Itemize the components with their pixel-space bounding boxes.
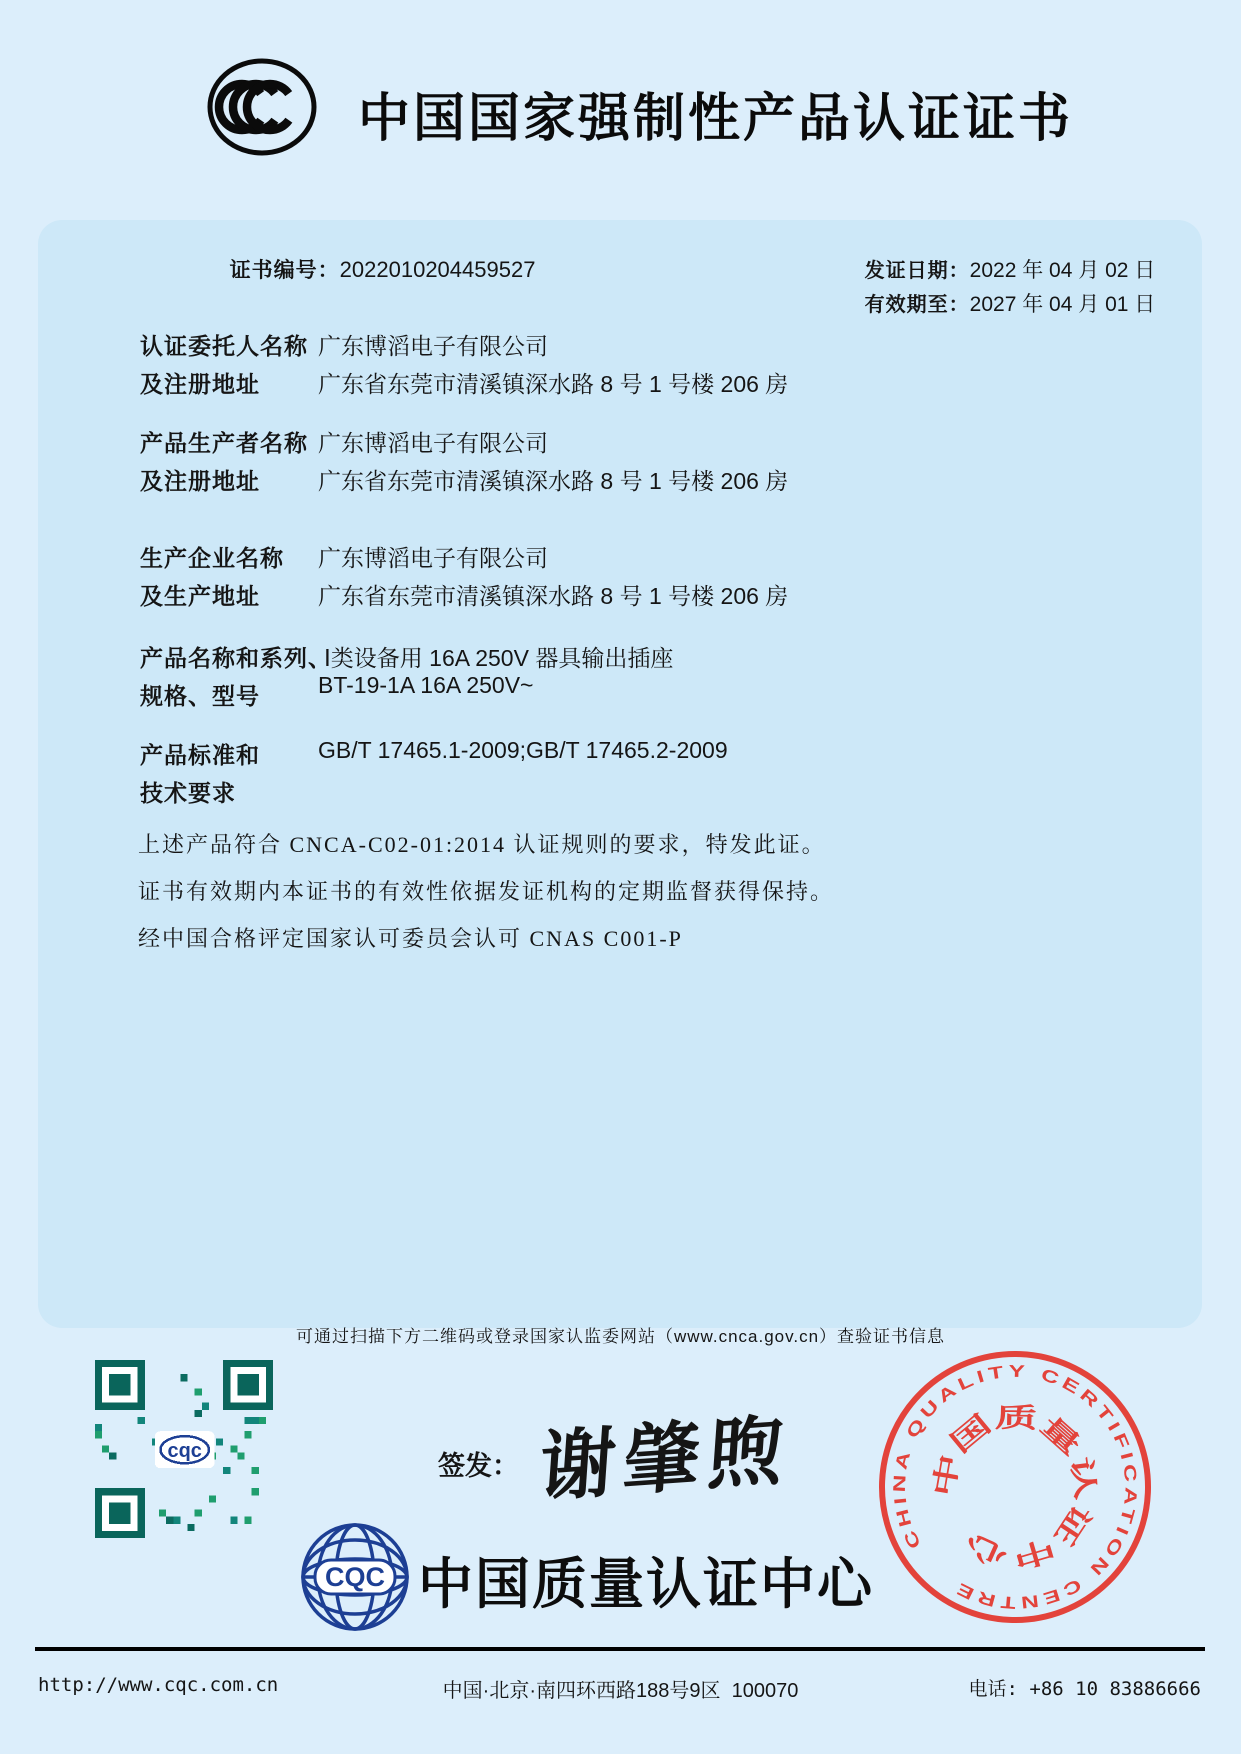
issue-date-value: 2022 年 04 月 02 日 [969, 259, 1156, 282]
applicant-name-label: 认证委托人名称 [140, 333, 308, 359]
statement-line: 上述产品符合 CNCA-C02-01:2014 认证规则的要求，特发此证。 [138, 832, 826, 857]
producer-name-label: 产品生产者名称 [140, 430, 308, 456]
valid-until-label: 有效期至： [864, 294, 970, 316]
qr-code [95, 1360, 273, 1538]
certificate-number-label: 证书编号： [229, 258, 340, 282]
product-name-value: Ⅰ类设备用 16A 250V 器具输出插座 [324, 645, 674, 671]
stamp-outer-text: CHINA QUALITY CERTIFICATION CENTRE [889, 1361, 1141, 1613]
standard-value: GB/T 17465.1-2009;GB/T 17465.2-2009 [318, 737, 728, 763]
product-name-label: 产品名称和系列、 [140, 645, 332, 671]
certificate-number-value: 2022010204459527 [339, 257, 536, 282]
footer-website: http://www.cqc.com.cn [38, 1674, 279, 1696]
certificate-number-row [203, 236, 535, 302]
producer-address-value: 广东省东莞市清溪镇深水路 8 号 1 号楼 206 房 [318, 468, 789, 494]
ccc-mark-icon [205, 58, 319, 156]
page-title: 中国国家强制性产品认证证书 [358, 90, 1074, 148]
qr-verification-note: 可通过扫描下方二维码或登录国家认监委网站（www.cnca.gov.cn）查验证书信息 [295, 1327, 946, 1346]
product-model-value: BT-19-1A 16A 250V~ [318, 672, 534, 698]
applicant-address-label: 及注册地址 [140, 371, 260, 397]
applicant-name-value: 广东博滔电子有限公司 [318, 333, 548, 359]
statements [138, 832, 834, 973]
valid-until-row [838, 270, 1155, 336]
statement-line: 证书有效期内本证书的有效性依据发证机构的定期监督获得保持。 [138, 879, 835, 904]
footer-phone: 电话: +86 10 83886666 [968, 1678, 1201, 1700]
statement-line: 经中国合格评定国家认可委员会认可 CNAS C001-P [138, 926, 683, 951]
factory-name-value: 广东博滔电子有限公司 [318, 545, 548, 571]
issuer-name: 中国质量认证中心 [418, 1553, 875, 1615]
issue-date-label: 发证日期： [864, 260, 970, 282]
standard-label: 产品标准和 [140, 742, 260, 768]
factory-name-label: 生产企业名称 [140, 545, 284, 571]
svg-text:cqc: cqc [167, 1439, 202, 1462]
cqc-logo-text: CQC [325, 1562, 385, 1592]
factory-address-label: 及生产地址 [140, 583, 260, 609]
signature-handwriting: 谢肇煦 [536, 1408, 795, 1512]
cqc-red-stamp [870, 1342, 1160, 1632]
svg-text:CHINA QUALITY CERTIFICATION CE [870, 1342, 1160, 1632]
signed-by-label: 签发： [438, 1451, 519, 1481]
footer-divider [35, 1647, 1205, 1651]
applicant-address-value: 广东省东莞市清溪镇深水路 8 号 1 号楼 206 房 [318, 371, 789, 397]
factory-address-value: 广东省东莞市清溪镇深水路 8 号 1 号楼 206 房 [318, 583, 789, 609]
producer-address-label: 及注册地址 [140, 468, 260, 494]
cqc-globe-icon [298, 1520, 412, 1634]
footer-address: 中国·北京·南四环西路188号9区 100070 [442, 1680, 799, 1702]
product-model-label: 规格、型号 [140, 683, 260, 709]
technical-req-label: 技术要求 [140, 780, 236, 806]
certificate-panel [38, 220, 1202, 1328]
valid-until-value: 2027 年 04 月 01 日 [969, 293, 1156, 316]
producer-name-value: 广东博滔电子有限公司 [318, 430, 548, 456]
stamp-inner-text: 中国质量认证中心 [928, 1402, 1099, 1573]
